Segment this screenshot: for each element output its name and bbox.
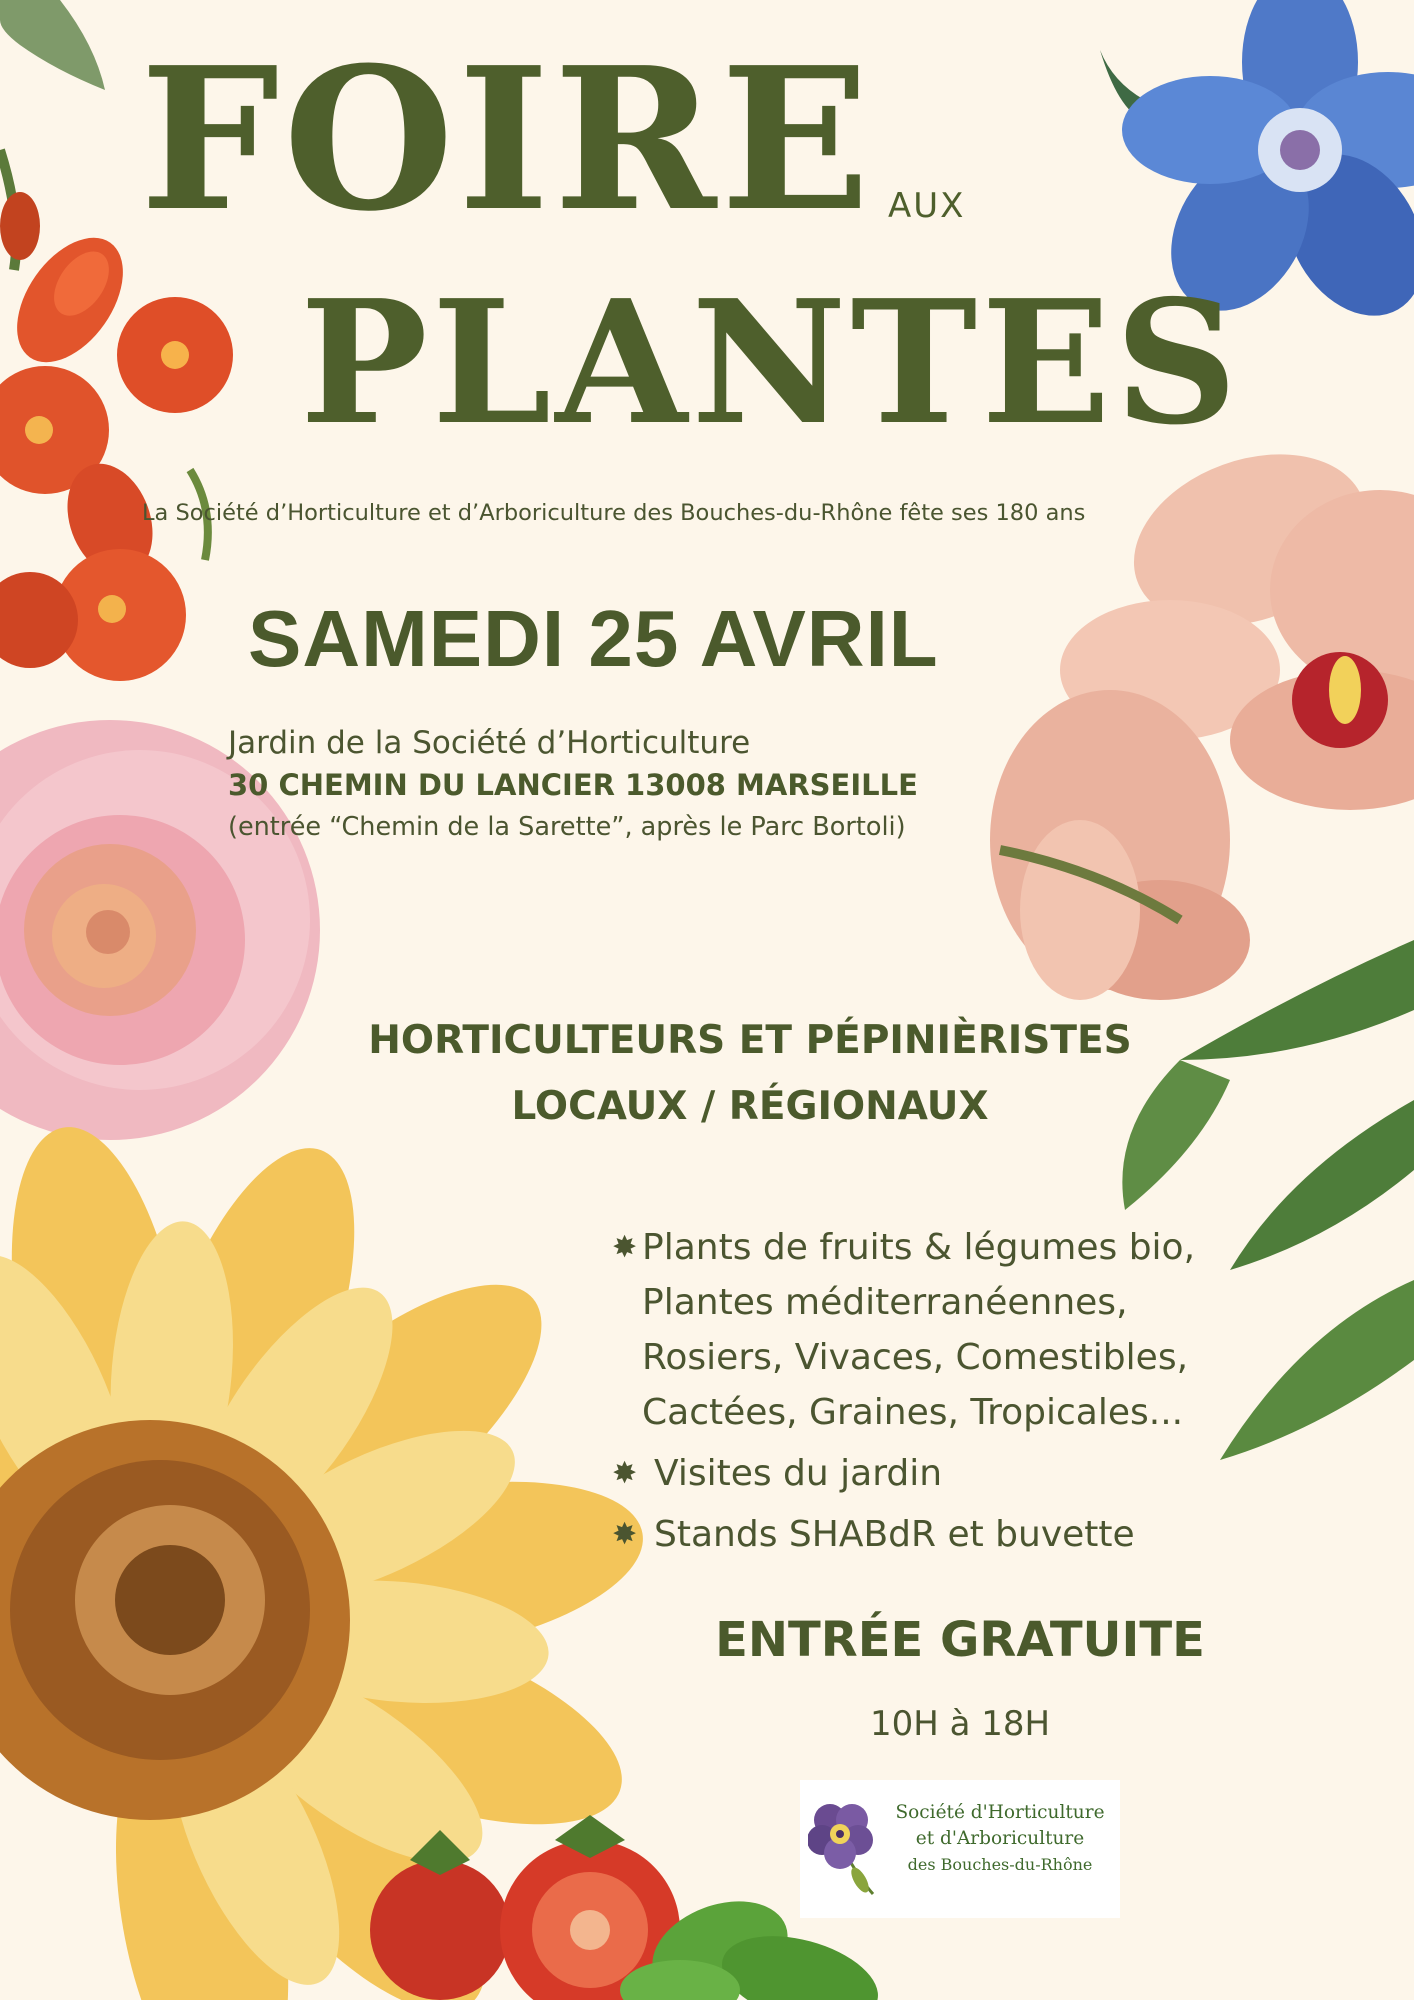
offer-line: Plantes méditerranéennes, [642, 1282, 1128, 1323]
exhibitors-line-2: LOCAUX / RÉGIONAUX [511, 1084, 989, 1129]
title-foire: FOIRE [140, 25, 874, 255]
asterisk-bullet-icon: ✸ [612, 1230, 638, 1265]
exhibitors-line-1: HORTICULTEURS ET PÉPINIÈRISTES [368, 1018, 1132, 1063]
list-item [612, 1446, 1372, 1501]
offer-products [642, 1220, 1195, 1440]
subtitle: La Société d’Horticulture et d’Arboriculture des Bouches-du-Rhône fête ses 180 ans [142, 500, 1086, 526]
venue-block [228, 722, 1048, 848]
offer-line: Cactées, Graines, Tropicales... [642, 1392, 1184, 1433]
title-plantes: PLANTES [300, 263, 1242, 463]
venue-access-note: (entrée “Chemin de la Sarette”, après le Parc Bortoli) [228, 812, 906, 842]
offer-garden-visits: Visites du jardin [654, 1453, 943, 1494]
event-date: SAMEDI 25 AVRIL [248, 594, 939, 683]
logo-line-3: des Bouches-du-Rhône [907, 1855, 1093, 1874]
asterisk-bullet-icon: ✸ [612, 1517, 638, 1552]
list-item [612, 1507, 1372, 1562]
society-logo [800, 1780, 1120, 1918]
exhibitors-heading [290, 1008, 1210, 1140]
offer-line: Rosiers, Vivaces, Comestibles, [642, 1337, 1189, 1378]
title-aux: AUX [888, 186, 966, 226]
opening-hours: 10H à 18H [869, 1704, 1051, 1744]
free-entry-label: ENTRÉE GRATUITE [715, 1612, 1205, 1668]
asterisk-bullet-icon: ✸ [612, 1456, 638, 1491]
list-item [612, 1220, 1372, 1440]
pansy-logo-icon [808, 1798, 878, 1898]
offer-line: Plants de fruits & légumes bio, [642, 1227, 1196, 1268]
logo-line-1: Société d'Horticulture [895, 1802, 1105, 1823]
top-left-leaf-icon [0, 0, 105, 90]
venue-name: Jardin de la Société d’Horticulture [228, 725, 751, 761]
offers-list [612, 1220, 1372, 1562]
logo-text [884, 1800, 1116, 1878]
offer-stands: Stands SHABdR et buvette [654, 1514, 1135, 1555]
logo-line-2: et d'Arboriculture [915, 1828, 1085, 1849]
venue-address: 30 CHEMIN DU LANCIER 13008 MARSEILLE [228, 768, 918, 802]
